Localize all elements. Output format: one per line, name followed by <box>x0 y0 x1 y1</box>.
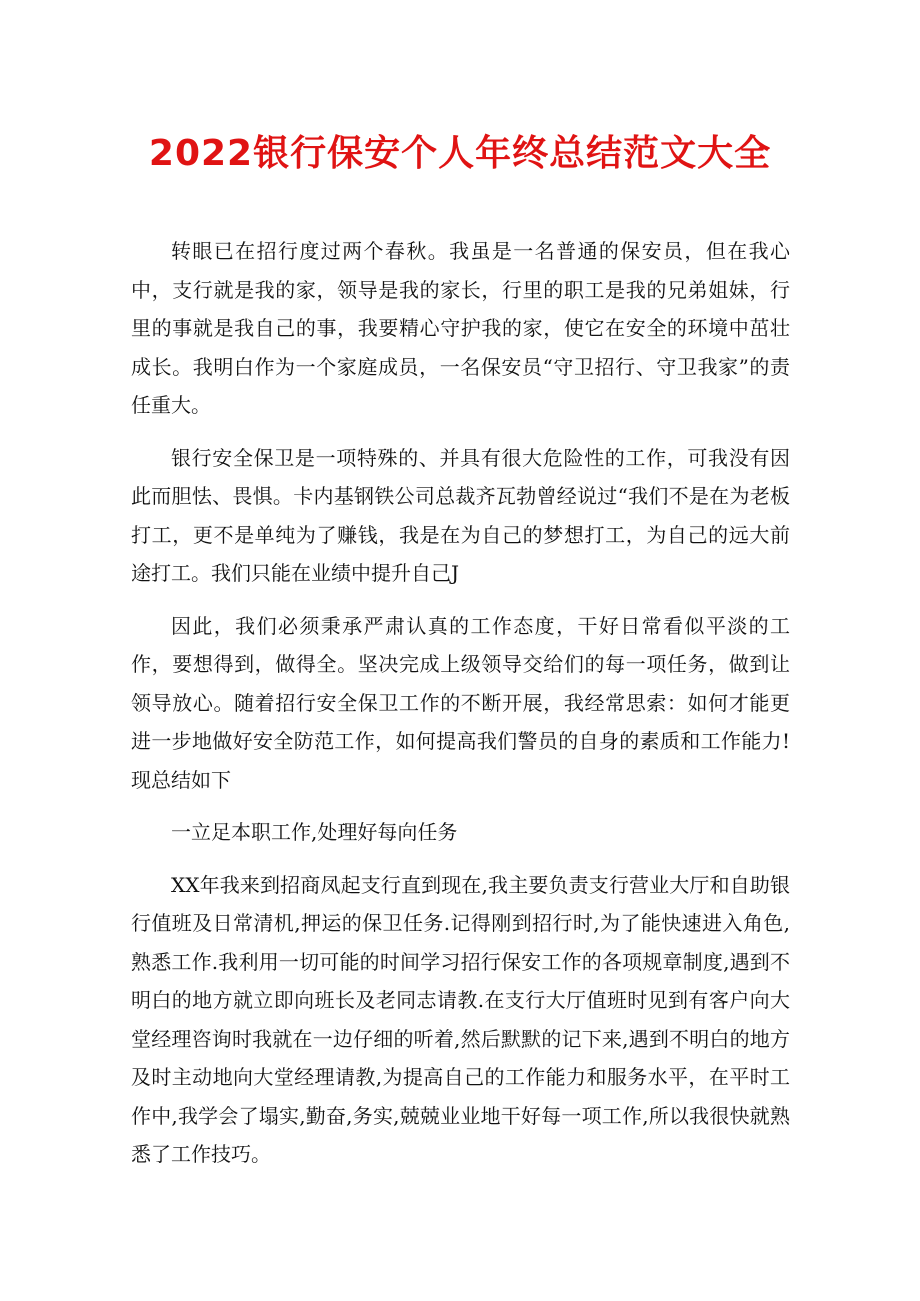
paragraph-security-work: 银行安全保卫是一项特殊的、并具有很大危险性的工作，可我没有因此而胆怯、畏惧。卡内基钢铁公司总裁齐瓦勃曾经说过“我们不是在为老板打工，更不是单纯为了赚钱，我是在为自己的梦想打工，为自己的远大前途打工。我们只能在业绩中提升自己J <box>131 445 790 585</box>
document-title: 2022银行保安个人年终总结范文大全 <box>148 133 772 174</box>
paragraph-duties: XX年我来到招商凤起支行直到现在,我主要负责支行营业大厅和自助银行值班及日常清机,押运的保卫任务.记得刚到招行时,为了能快速进入角色,熟悉工作.我利用一切可能的时间学习招行保安工作的各项规章制度,遇到不明白的地方就立即向班长及老同志请教.在支行大厅值班时见到有客户向大堂经理咨询时我就在一边仔细的听着,然后默默的记下来,遇到不明白的地方及时主动地向大堂经理请教,为提高自己的工作能力和服务水平，在平时工作中,我学会了塌实,勤奋,务实,兢兢业业地干好每一项工作,所以我很快就熟悉了工作技巧。 <box>131 872 790 1166</box>
section-heading: 一立足本职工作,处理好每向任务 <box>171 820 458 844</box>
paragraph-intro: 转眼已在招行度过两个春秋。我虽是一名普通的保安员，但在我心中，支行就是我的家，领导是我的家长，行里的职工是我的兄弟姐妹，行里的事就是我自己的事，我要精心守护我的家，使它在安全的环境中茁壮成长。我明白作为一个家庭成员，一名保安员“守卫招行、守卫我家”的责任重大。 <box>131 239 790 417</box>
paragraph-attitude: 因此，我们必须秉承严肃认真的工作态度，干好日常看似平淡的工作，要想得到，做得全。坚决完成上级领导交给们的每一项任务，做到让领导放心。随着招行安全保卫工作的不断开展，我经常思索：如何才能更进一步地做好安全防范工作，如何提高我们警员的自身的素质和工作能力!现总结如下 <box>131 613 790 792</box>
document-body <box>131 232 790 1188</box>
